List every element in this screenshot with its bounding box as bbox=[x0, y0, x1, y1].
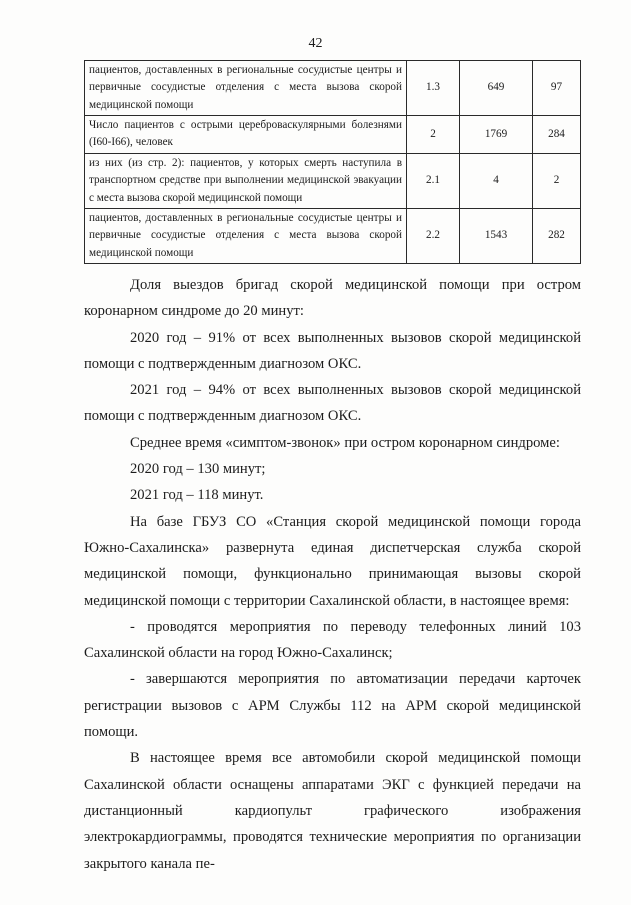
paragraph-ecg-equipment: В настоящее время все автомобили скорой медицинской помощи Сахалинской области оснащены аппаратами ЭКГ с функцией передачи на дистанционный кардиопульт графического изображения электрокардиограммы, проводятся технические мероприятия по организации закрытого канала пе- bbox=[84, 750, 581, 872]
row-value-2021: 97 bbox=[533, 61, 581, 116]
table-row bbox=[85, 208, 581, 263]
page-number: 42 bbox=[308, 36, 323, 51]
row-description: пациентов, доставленных в региональные сосудистые центры и первичные сосудистые отделения с места вызова скорой медицинской помощи bbox=[85, 208, 407, 263]
row-value-2020: 649 bbox=[460, 61, 533, 116]
table-row bbox=[85, 153, 581, 208]
row-description: пациентов, доставленных в региональные сосудистые центры и первичные сосудистые отделения с места вызова скорой медицинской помощи bbox=[85, 61, 407, 116]
paragraph-average-time: Среднее время «симптом-звонок» при остром коронарном синдроме: bbox=[130, 434, 560, 451]
paragraph-ambulance-share: Доля выездов бригад скорой медицинской помощи при остром коронарном синдроме до 20 минут: bbox=[84, 277, 581, 320]
row-description: из них (из стр. 2): пациентов, у которых смерть наступила в транспортном средстве при выполнении медицинской эвакуации с места вызова скорой медицинской помощи bbox=[85, 153, 407, 208]
table-row bbox=[85, 116, 581, 154]
list-item-phone-lines: - проводятся мероприятия по переводу телефонных линий 103 Сахалинской области на город Южно-Сахалинск; bbox=[84, 618, 581, 662]
row-number: 2.2 bbox=[407, 208, 460, 263]
row-value-2021: 284 bbox=[533, 116, 581, 154]
row-number: 1.3 bbox=[407, 61, 460, 116]
body-text bbox=[84, 272, 581, 877]
list-item-automation: - завершаются мероприятия по автоматизации передачи карточек регистрации вызовов с АРМ Службы 112 на АРМ скорой медицинской помощи. bbox=[84, 671, 581, 741]
paragraph-2020-share: 2020 год – 91% от всех выполненных вызовов скорой медицинской помощи с подтвержденным диагнозом ОКС. bbox=[84, 329, 581, 372]
row-value-2020: 4 bbox=[460, 153, 533, 208]
paragraph-dispatch-service: На базе ГБУЗ СО «Станция скорой медицинской помощи города Южно-Сахалинска» развернута единая диспетчерская служба скорой медицинской помощи, функционально принимающая вызовы скорой медицинской помощи с территории Сахалинской области, в настоящее время: bbox=[84, 513, 581, 609]
paragraph-2021-share: 2021 год – 94% от всех выполненных вызовов скорой медицинской помощи с подтвержденным диагнозом ОКС. bbox=[84, 382, 581, 425]
table-row bbox=[85, 61, 581, 116]
paragraph-2021-time: 2021 год – 118 минут. bbox=[130, 487, 264, 504]
row-value-2021: 282 bbox=[533, 208, 581, 263]
row-number: 2 bbox=[407, 116, 460, 154]
paragraph-2020-time: 2020 год – 130 минут; bbox=[130, 461, 266, 478]
row-description: Число пациентов с острыми цереброваскулярными болезнями (I60-I66), человек bbox=[85, 116, 407, 154]
row-value-2021: 2 bbox=[533, 153, 581, 208]
row-number: 2.1 bbox=[407, 153, 460, 208]
row-value-2020: 1769 bbox=[460, 116, 533, 154]
row-value-2020: 1543 bbox=[460, 208, 533, 263]
statistics-table bbox=[84, 60, 581, 264]
